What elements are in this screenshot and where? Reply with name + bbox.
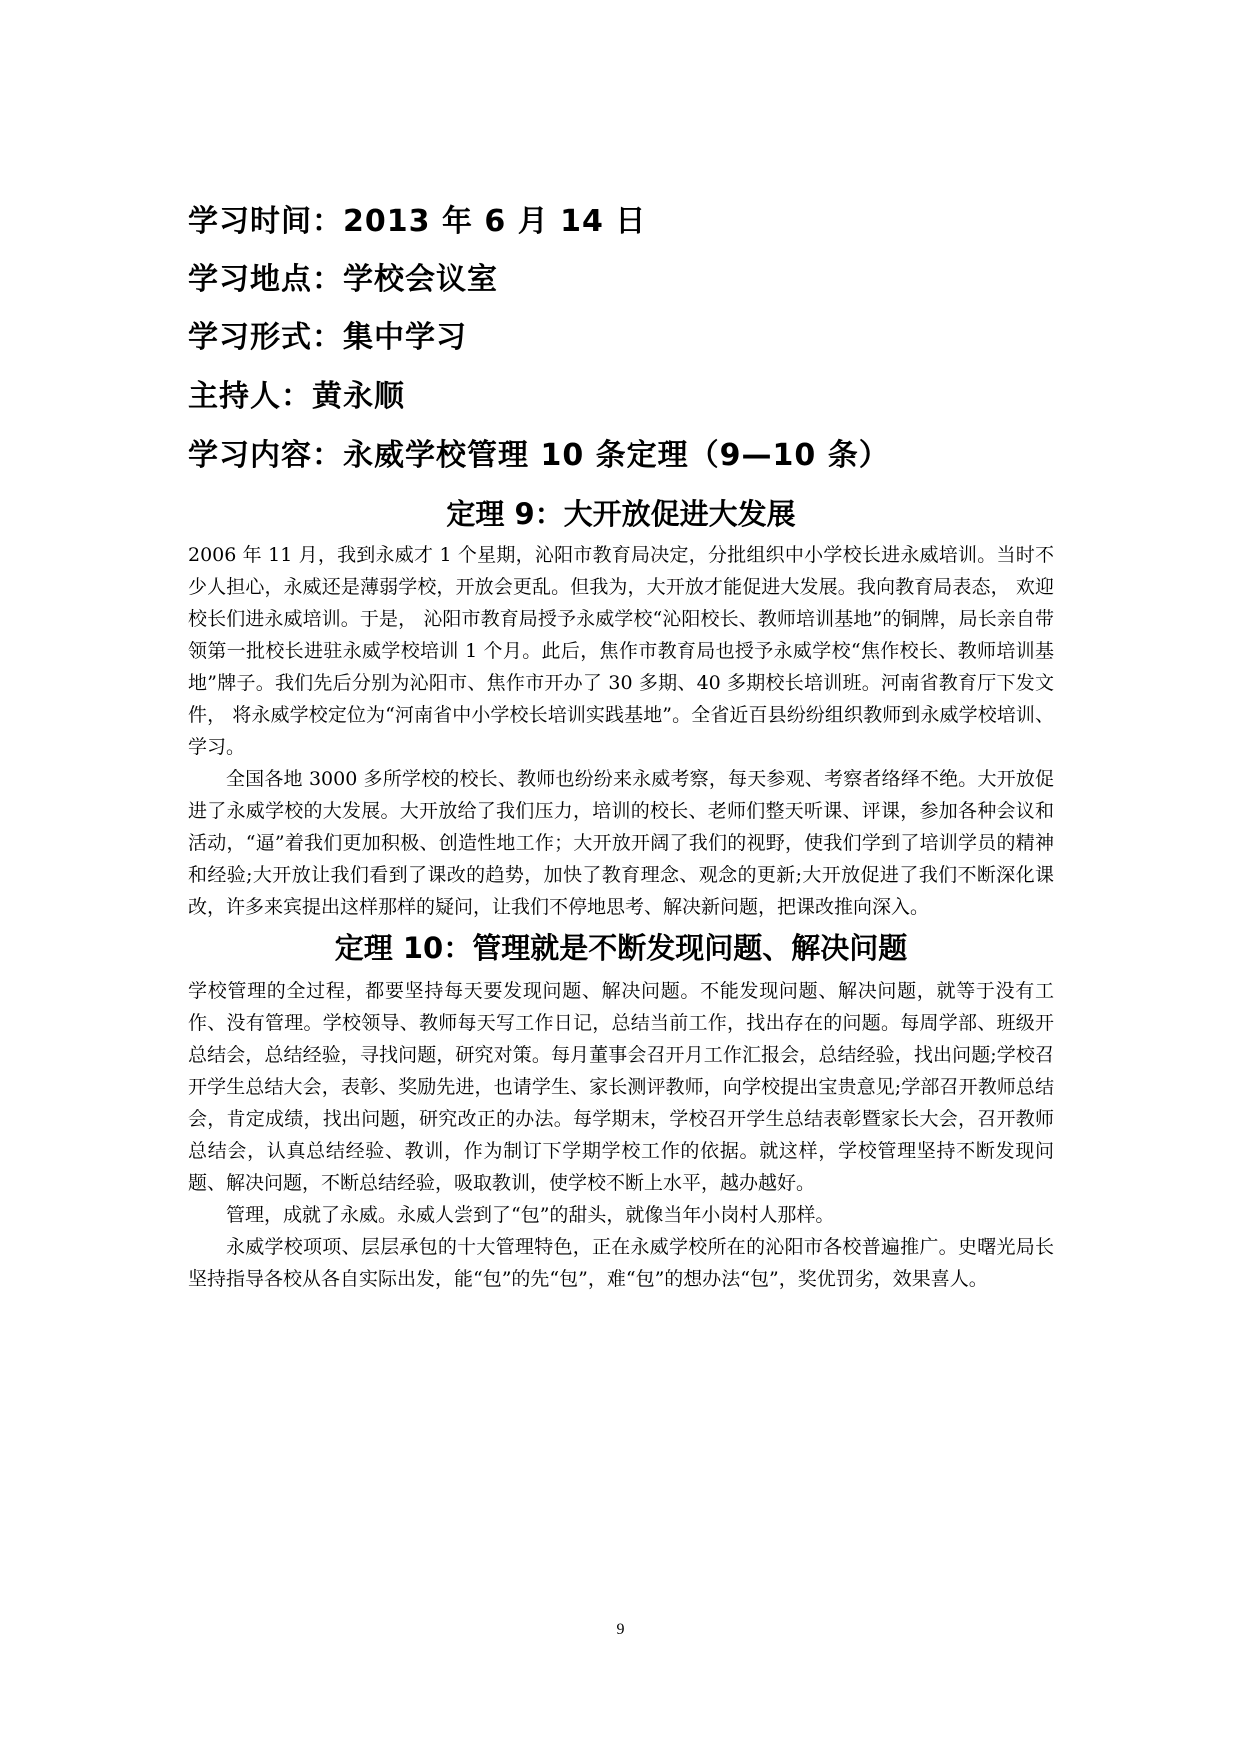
- theorem-9-heading: 定理 9：大开放促进大发展: [446, 497, 796, 531]
- study-content: 学习内容：永威学校管理 10 条定理（9—10 条）: [188, 438, 890, 473]
- paragraph: 管理，成就了永威。永威人尝到了“包”的甜头，就像当年小岗村人那样。: [226, 1204, 835, 1226]
- study-time: 学习时间：2013 年 6 月 14 日: [188, 204, 647, 239]
- theorem-10-body: [188, 975, 1054, 1295]
- paragraph: 全国各地 3000 多所学校的校长、教师也纷纷来永威考察，每天参观、考察者络绎不绝。大开放促进了永威学校的大发展。大开放给了我们压力，培训的校长、老师们整天听课、评课，参加各种会议和活动，“逼”着我们更加积极、创造性地工作；大开放开阔了我们的视野，使我们学到了培训学员的精神和经验;大开放让我们看到了课改的趋势，加快了教育理念、观念的更新;大开放促进了我们不断深化课改，许多来宾提出这样那样的疑问，让我们不停地思考、解决新问题，把课改推向深入。: [188, 768, 1054, 918]
- study-place: 学习地点：学校会议室: [188, 262, 498, 297]
- theorem-9-body: [188, 539, 1054, 923]
- page-number: 9: [616, 1621, 625, 1638]
- paragraph: 学校管理的全过程，都要坚持每天要发现问题、解决问题。不能发现问题、解决问题，就等于没有工作、没有管理。学校领导、教师每天写工作日记，总结当前工作，找出存在的问题。每周学部、班级开总结会，总结经验，寻找问题，研究对策。每月董事会召开月工作汇报会，总结经验，找出问题;学校召开学生总结大会，表彰、奖励先进，也请学生、家长测评教师，向学校提出宝贵意见;学部召开教师总结会，肯定成绩，找出问题，研究改正的办法。每学期末，学校召开学生总结表彰暨家长大会，召开教师总结会，认真总结经验、教训，作为制订下学期学校工作的依据。就这样，学校管理坚持不断发现问题、解决问题，不断总结经验，吸取教训，使学校不断上水平，越办越好。: [188, 980, 1054, 1194]
- paragraph: 2006 年 11 月，我到永威才 1 个星期，沁阳市教育局决定，分批组织中小学校长进永威培训。当时不少人担心，永威还是薄弱学校，开放会更乱。但我为，大开放才能促进大发展。我向教育局表态， 欢迎校长们进永威培训。于是， 沁阳市教育局授予永威学校“沁阳校长、教师培训基地”的铜牌，局长亲自带领第一批校长进驻永威学校培训 1 个月。此后，焦作市教育局也授予永威学校“焦作校长、教师培训基地”牌子。我们先后分别为沁阳市、焦作市开办了 30 多期、40 多期校长培训班。河南省教育厅下发文件， 将永威学校定位为“河南省中小学校长培训实践基地”。全省近百县纷纷组织教师到永威学校培训、学习。: [188, 544, 1054, 758]
- study-form: 学习形式：集中学习: [188, 320, 467, 355]
- paragraph: 永威学校项项、层层承包的十大管理特色，正在永威学校所在的沁阳市各校普遍推广。史曙光局长坚持指导各校从各自实际出发，能“包”的先“包”，难“包”的想办法“包”，奖优罚劣，效果喜人。: [188, 1236, 1054, 1290]
- host: 主持人：黄永顺: [188, 379, 405, 414]
- theorem-10-heading: 定理 10：管理就是不断发现问题、解决问题: [334, 931, 908, 965]
